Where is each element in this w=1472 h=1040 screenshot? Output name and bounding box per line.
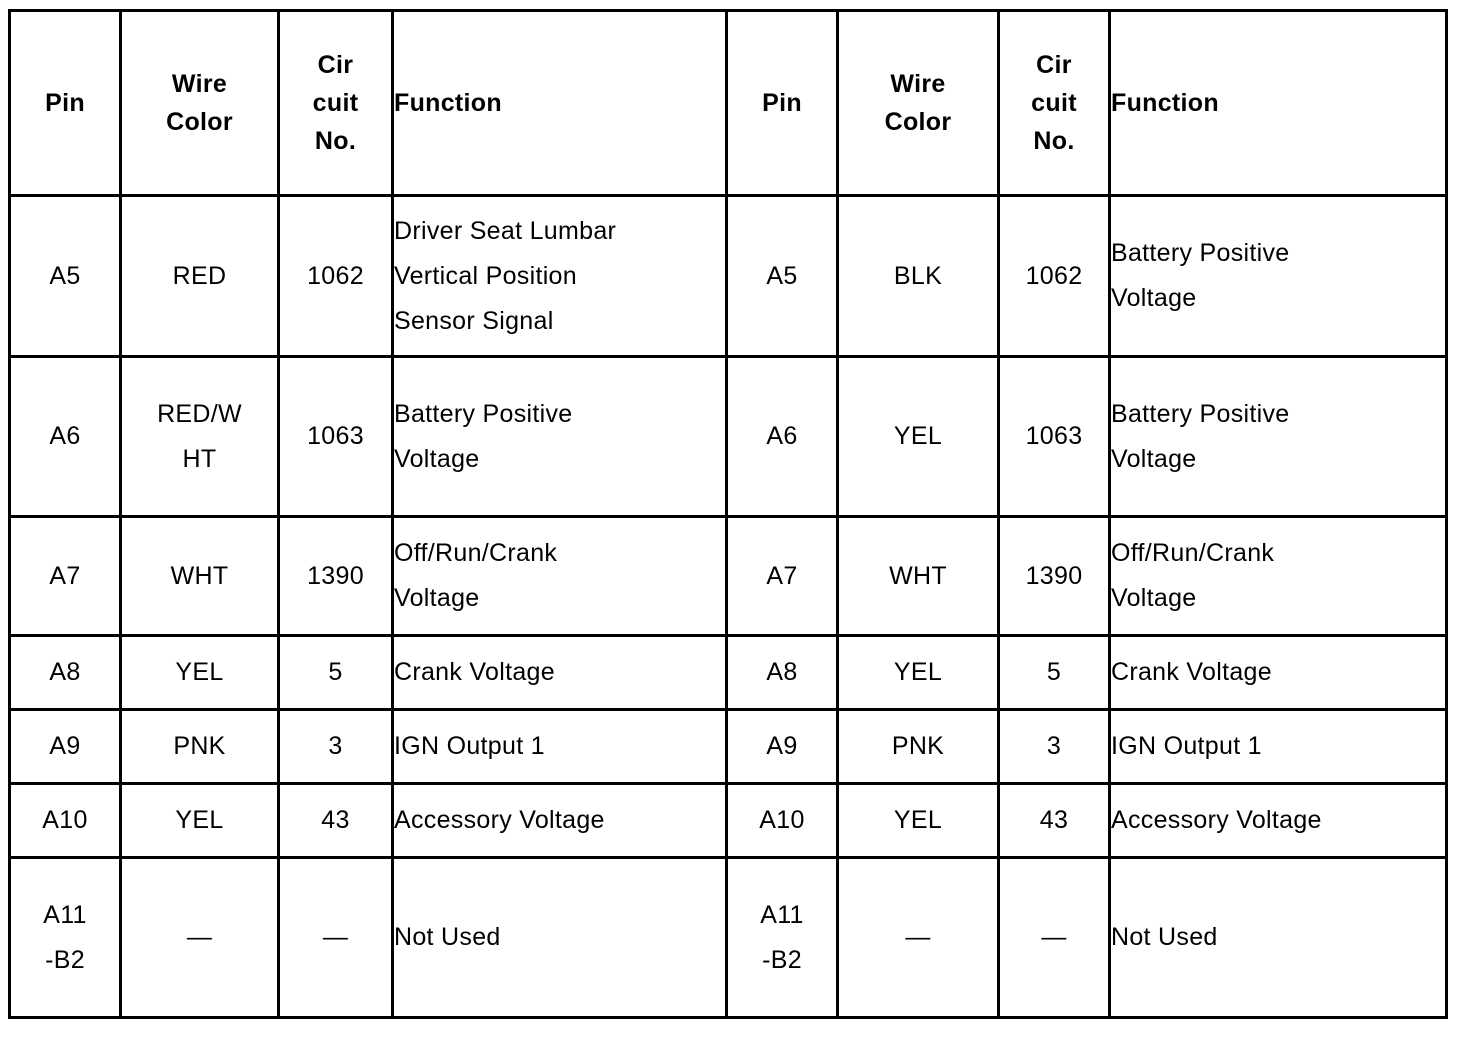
function-cell: Not Used xyxy=(393,858,727,1018)
function-cell: IGN Output 1 xyxy=(393,710,727,784)
wire-color-cell: WHT xyxy=(838,517,999,636)
header-wire-color: Wire Color xyxy=(121,11,279,196)
wire-color-cell: PNK xyxy=(121,710,279,784)
wire-color-cell: PNK xyxy=(838,710,999,784)
header-pin: Pin xyxy=(727,11,838,196)
header-function: Function xyxy=(1110,11,1447,196)
pin-cell: A7 xyxy=(727,517,838,636)
table-row xyxy=(10,196,1447,357)
header-row xyxy=(10,11,1447,196)
circuit-cell: 1063 xyxy=(279,357,393,517)
circuit-cell: 3 xyxy=(999,710,1110,784)
function-cell: Accessory Voltage xyxy=(393,784,727,858)
pin-cell: A5 xyxy=(10,196,121,357)
pin-cell: A11 -B2 xyxy=(727,858,838,1018)
function-cell: Off/Run/Crank Voltage xyxy=(393,517,727,636)
function-cell: Battery Positive Voltage xyxy=(1110,196,1447,357)
pin-cell: A9 xyxy=(727,710,838,784)
pin-cell: A10 xyxy=(727,784,838,858)
table-row xyxy=(10,636,1447,710)
header-circuit-no: Cir cuit No. xyxy=(279,11,393,196)
circuit-cell: 1390 xyxy=(999,517,1110,636)
pinout-table xyxy=(8,9,1448,1019)
function-cell: Driver Seat Lumbar Vertical Position Sensor Signal xyxy=(393,196,727,357)
pin-cell: A8 xyxy=(10,636,121,710)
wire-color-cell: YEL xyxy=(838,357,999,517)
function-cell: Off/Run/Crank Voltage xyxy=(1110,517,1447,636)
table-row xyxy=(10,517,1447,636)
wire-color-cell: YEL xyxy=(121,784,279,858)
function-cell: Crank Voltage xyxy=(393,636,727,710)
function-cell: Accessory Voltage xyxy=(1110,784,1447,858)
function-cell: Battery Positive Voltage xyxy=(1110,357,1447,517)
circuit-cell: — xyxy=(279,858,393,1018)
header-wire-color: Wire Color xyxy=(838,11,999,196)
wire-color-cell: YEL xyxy=(838,636,999,710)
pin-cell: A7 xyxy=(10,517,121,636)
circuit-cell: 5 xyxy=(279,636,393,710)
header-pin: Pin xyxy=(10,11,121,196)
function-cell: Battery Positive Voltage xyxy=(393,357,727,517)
wire-color-cell: WHT xyxy=(121,517,279,636)
pin-cell: A11 -B2 xyxy=(10,858,121,1018)
circuit-cell: 1063 xyxy=(999,357,1110,517)
wire-color-cell: YEL xyxy=(838,784,999,858)
circuit-cell: 1062 xyxy=(999,196,1110,357)
pin-cell: A10 xyxy=(10,784,121,858)
circuit-cell: 3 xyxy=(279,710,393,784)
circuit-cell: 5 xyxy=(999,636,1110,710)
circuit-cell: 1062 xyxy=(279,196,393,357)
wire-color-cell: RED xyxy=(121,196,279,357)
wire-color-cell: BLK xyxy=(838,196,999,357)
circuit-cell: 1390 xyxy=(279,517,393,636)
pin-cell: A8 xyxy=(727,636,838,710)
pin-cell: A5 xyxy=(727,196,838,357)
function-cell: Crank Voltage xyxy=(1110,636,1447,710)
table-row xyxy=(10,858,1447,1018)
pin-cell: A6 xyxy=(727,357,838,517)
pin-cell: A6 xyxy=(10,357,121,517)
table-row xyxy=(10,784,1447,858)
header-function: Function xyxy=(393,11,727,196)
wire-color-cell: RED/W HT xyxy=(121,357,279,517)
table-row xyxy=(10,710,1447,784)
circuit-cell: 43 xyxy=(279,784,393,858)
table-row xyxy=(10,357,1447,517)
wire-color-cell: YEL xyxy=(121,636,279,710)
pin-cell: A9 xyxy=(10,710,121,784)
header-circuit-no: Cir cuit No. xyxy=(999,11,1110,196)
wire-color-cell: — xyxy=(838,858,999,1018)
function-cell: IGN Output 1 xyxy=(1110,710,1447,784)
circuit-cell: 43 xyxy=(999,784,1110,858)
circuit-cell: — xyxy=(999,858,1110,1018)
wire-color-cell: — xyxy=(121,858,279,1018)
function-cell: Not Used xyxy=(1110,858,1447,1018)
